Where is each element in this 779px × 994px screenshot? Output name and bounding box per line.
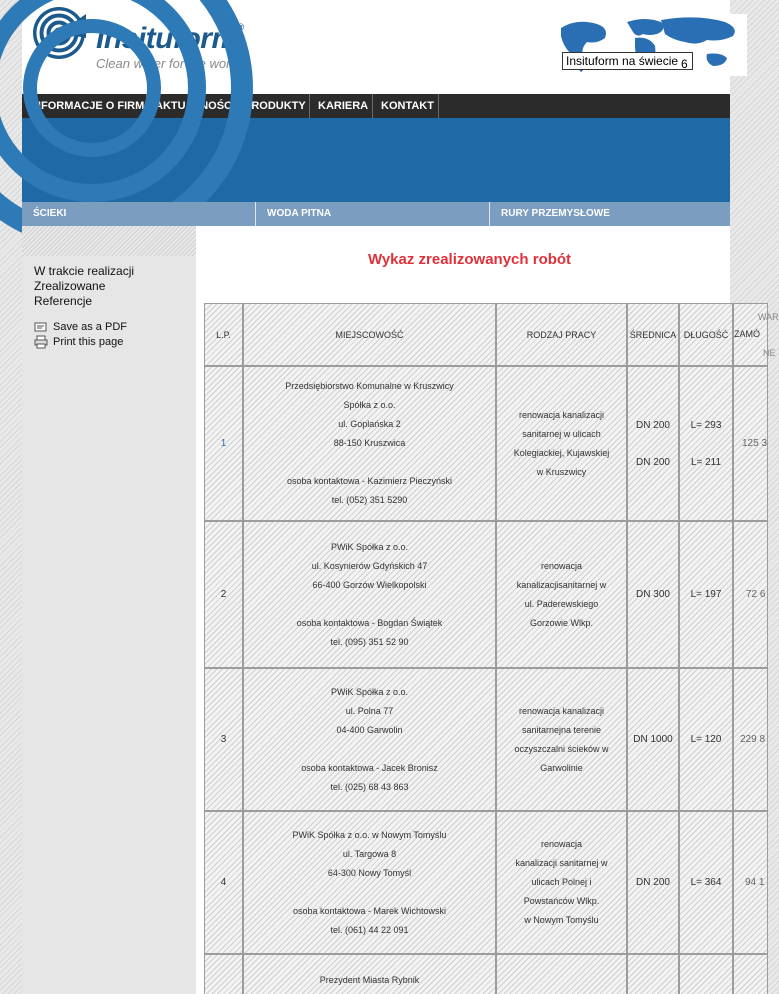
- header-diameter: ŚREDNICA: [627, 303, 679, 366]
- sidebar: [22, 256, 196, 994]
- logo-name: Insituform: [96, 22, 238, 55]
- table-row-1-value: 125 3: [733, 366, 768, 521]
- printer-icon: [34, 336, 48, 348]
- table-row-2-work: renowacja kanalizacjisanitarnej w ul. Paderewskiego Gorzowie Wlkp.: [496, 521, 627, 668]
- table-row-4-place: PWiK Spółka z o.o. w Nowym Tomyślu ul. Targowa 8 64-300 Nowy Tomyśl osoba kontaktowa - Marek Wichtowski tel. (061) 44 22 091: [243, 811, 496, 954]
- header-value-line2: ZAMÓ: [734, 329, 760, 339]
- world-label: Insituform na świecie: [566, 54, 679, 68]
- world-dropdown[interactable]: [562, 52, 693, 70]
- sidebar-link-references[interactable]: Referencje: [34, 294, 93, 308]
- swirl-graphic-icon: [22, 118, 730, 202]
- sidebar-header: [22, 226, 196, 256]
- table-row-5-place: Prezydent Miasta Rybnik: [243, 954, 496, 994]
- table-row-4-length: L= 364: [679, 811, 733, 954]
- table-row-5-lp: [204, 954, 243, 994]
- nav-item-career[interactable]: KARIERA: [310, 94, 373, 118]
- table-row-2-place: PWiK Spółka z o.o. ul. Kosynierów Gdyńskich 47 66-400 Gorzów Wielkopolski osoba kontaktowa - Bogdan Świątek tel. (095) 351 52 90: [243, 521, 496, 668]
- page-title: Wykaz zrealizowanych robót: [367, 251, 572, 268]
- category-industrial-pipes[interactable]: RURY PRZEMYSŁOWE: [501, 208, 610, 219]
- table-row-3-place: PWiK Spółka z o.o. ul. Polna 77 04-400 Garwolin osoba kontaktowa - Jacek Bronisz tel. (025) 68 43 863: [243, 668, 496, 811]
- table-row-5-value: [733, 954, 768, 994]
- table-row-2-diameter: DN 300: [627, 521, 679, 668]
- world-count: 6: [681, 57, 688, 71]
- header-place: MIEJSCOWOŚĆ: [243, 303, 496, 366]
- table-row-4-work: renowacja kanalizacji sanitarnej w ulicach Polnej i Powstańców Wlkp. w Nowym Tomyślu: [496, 811, 627, 954]
- table-row-3-value: 229 8: [733, 668, 768, 811]
- table-row-2-lp: 2: [204, 521, 243, 668]
- sidebar-link-completed[interactable]: Zrealizowane: [34, 279, 106, 293]
- logo-tagline: Clean water for the world.: [96, 56, 245, 71]
- table-row-3-diameter: DN 1000: [627, 668, 679, 811]
- nav-item-contact[interactable]: KONTAKT: [373, 94, 439, 118]
- table-row-4-diameter: DN 200: [627, 811, 679, 954]
- table-row-3-length: L= 120: [679, 668, 733, 811]
- banner: [22, 118, 730, 202]
- category-sewage[interactable]: ŚCIEKI: [22, 202, 256, 226]
- table-row-1-work: renowacja kanalizacji sanitarnej w ulicach Kolegiackiej, Kujawskiej w Kruszwicy: [496, 366, 627, 521]
- save-pdf-label: Save as a PDF: [53, 321, 127, 333]
- header-value-line3: NE: [763, 348, 776, 358]
- category-drinking-water[interactable]: WODA PITNA: [256, 202, 490, 226]
- nav-item-news[interactable]: AKTUALNOŚCI: [147, 94, 236, 118]
- nav-item-products[interactable]: PRODUKTY: [236, 94, 310, 118]
- table-row-4-value: 94 1: [733, 811, 768, 954]
- table-row-5-length: [679, 954, 733, 994]
- table-row-3-lp: 3: [204, 668, 243, 811]
- header: [22, 0, 730, 94]
- table-row-1-lp: 1: [204, 366, 243, 521]
- table-row-2-value: 72 6: [733, 521, 768, 668]
- table-row-5-diameter: [627, 954, 679, 994]
- print-page-button[interactable]: [34, 334, 123, 350]
- table-row-1-place: Przedsiębiorstwo Komunalne w Kruszwicy Spółka z o.o. ul. Goplańska 2 88-150 Kruszwica osoba kontaktowa - Kazimierz Pieczyński tel. (052) 351 5290: [243, 366, 496, 521]
- print-page-label: Print this page: [53, 336, 124, 348]
- table-row-1-length: L= 293 L= 211: [679, 366, 733, 521]
- header-work: RODZAJ PRACY: [496, 303, 627, 366]
- table-row-4-lp: 4: [204, 811, 243, 954]
- sidebar-link-in-progress[interactable]: W trakcie realizacji: [34, 264, 135, 278]
- header-lp: L.P.: [204, 303, 243, 366]
- logo-trademark: ®: [237, 22, 244, 32]
- table-row-3-work: renowacja kanalizacji sanitarnejna terenie oczyszczalni ścieków w Garwolinie: [496, 668, 627, 811]
- header-value-line1: WAR: [758, 312, 779, 322]
- header-length: DŁUGOŚĆ: [679, 303, 733, 366]
- main-nav: [22, 94, 730, 118]
- table-row-2-length: L= 197: [679, 521, 733, 668]
- table-row-5-work: [496, 954, 627, 994]
- save-pdf-button[interactable]: [34, 319, 127, 335]
- header-value-cell: [733, 303, 779, 366]
- category-bar: [22, 202, 730, 226]
- nav-item-company[interactable]: INFORMACJE O FIRMIE: [22, 94, 147, 118]
- pdf-icon: [34, 321, 48, 333]
- table-row-1-diameter: DN 200 DN 200: [627, 366, 679, 521]
